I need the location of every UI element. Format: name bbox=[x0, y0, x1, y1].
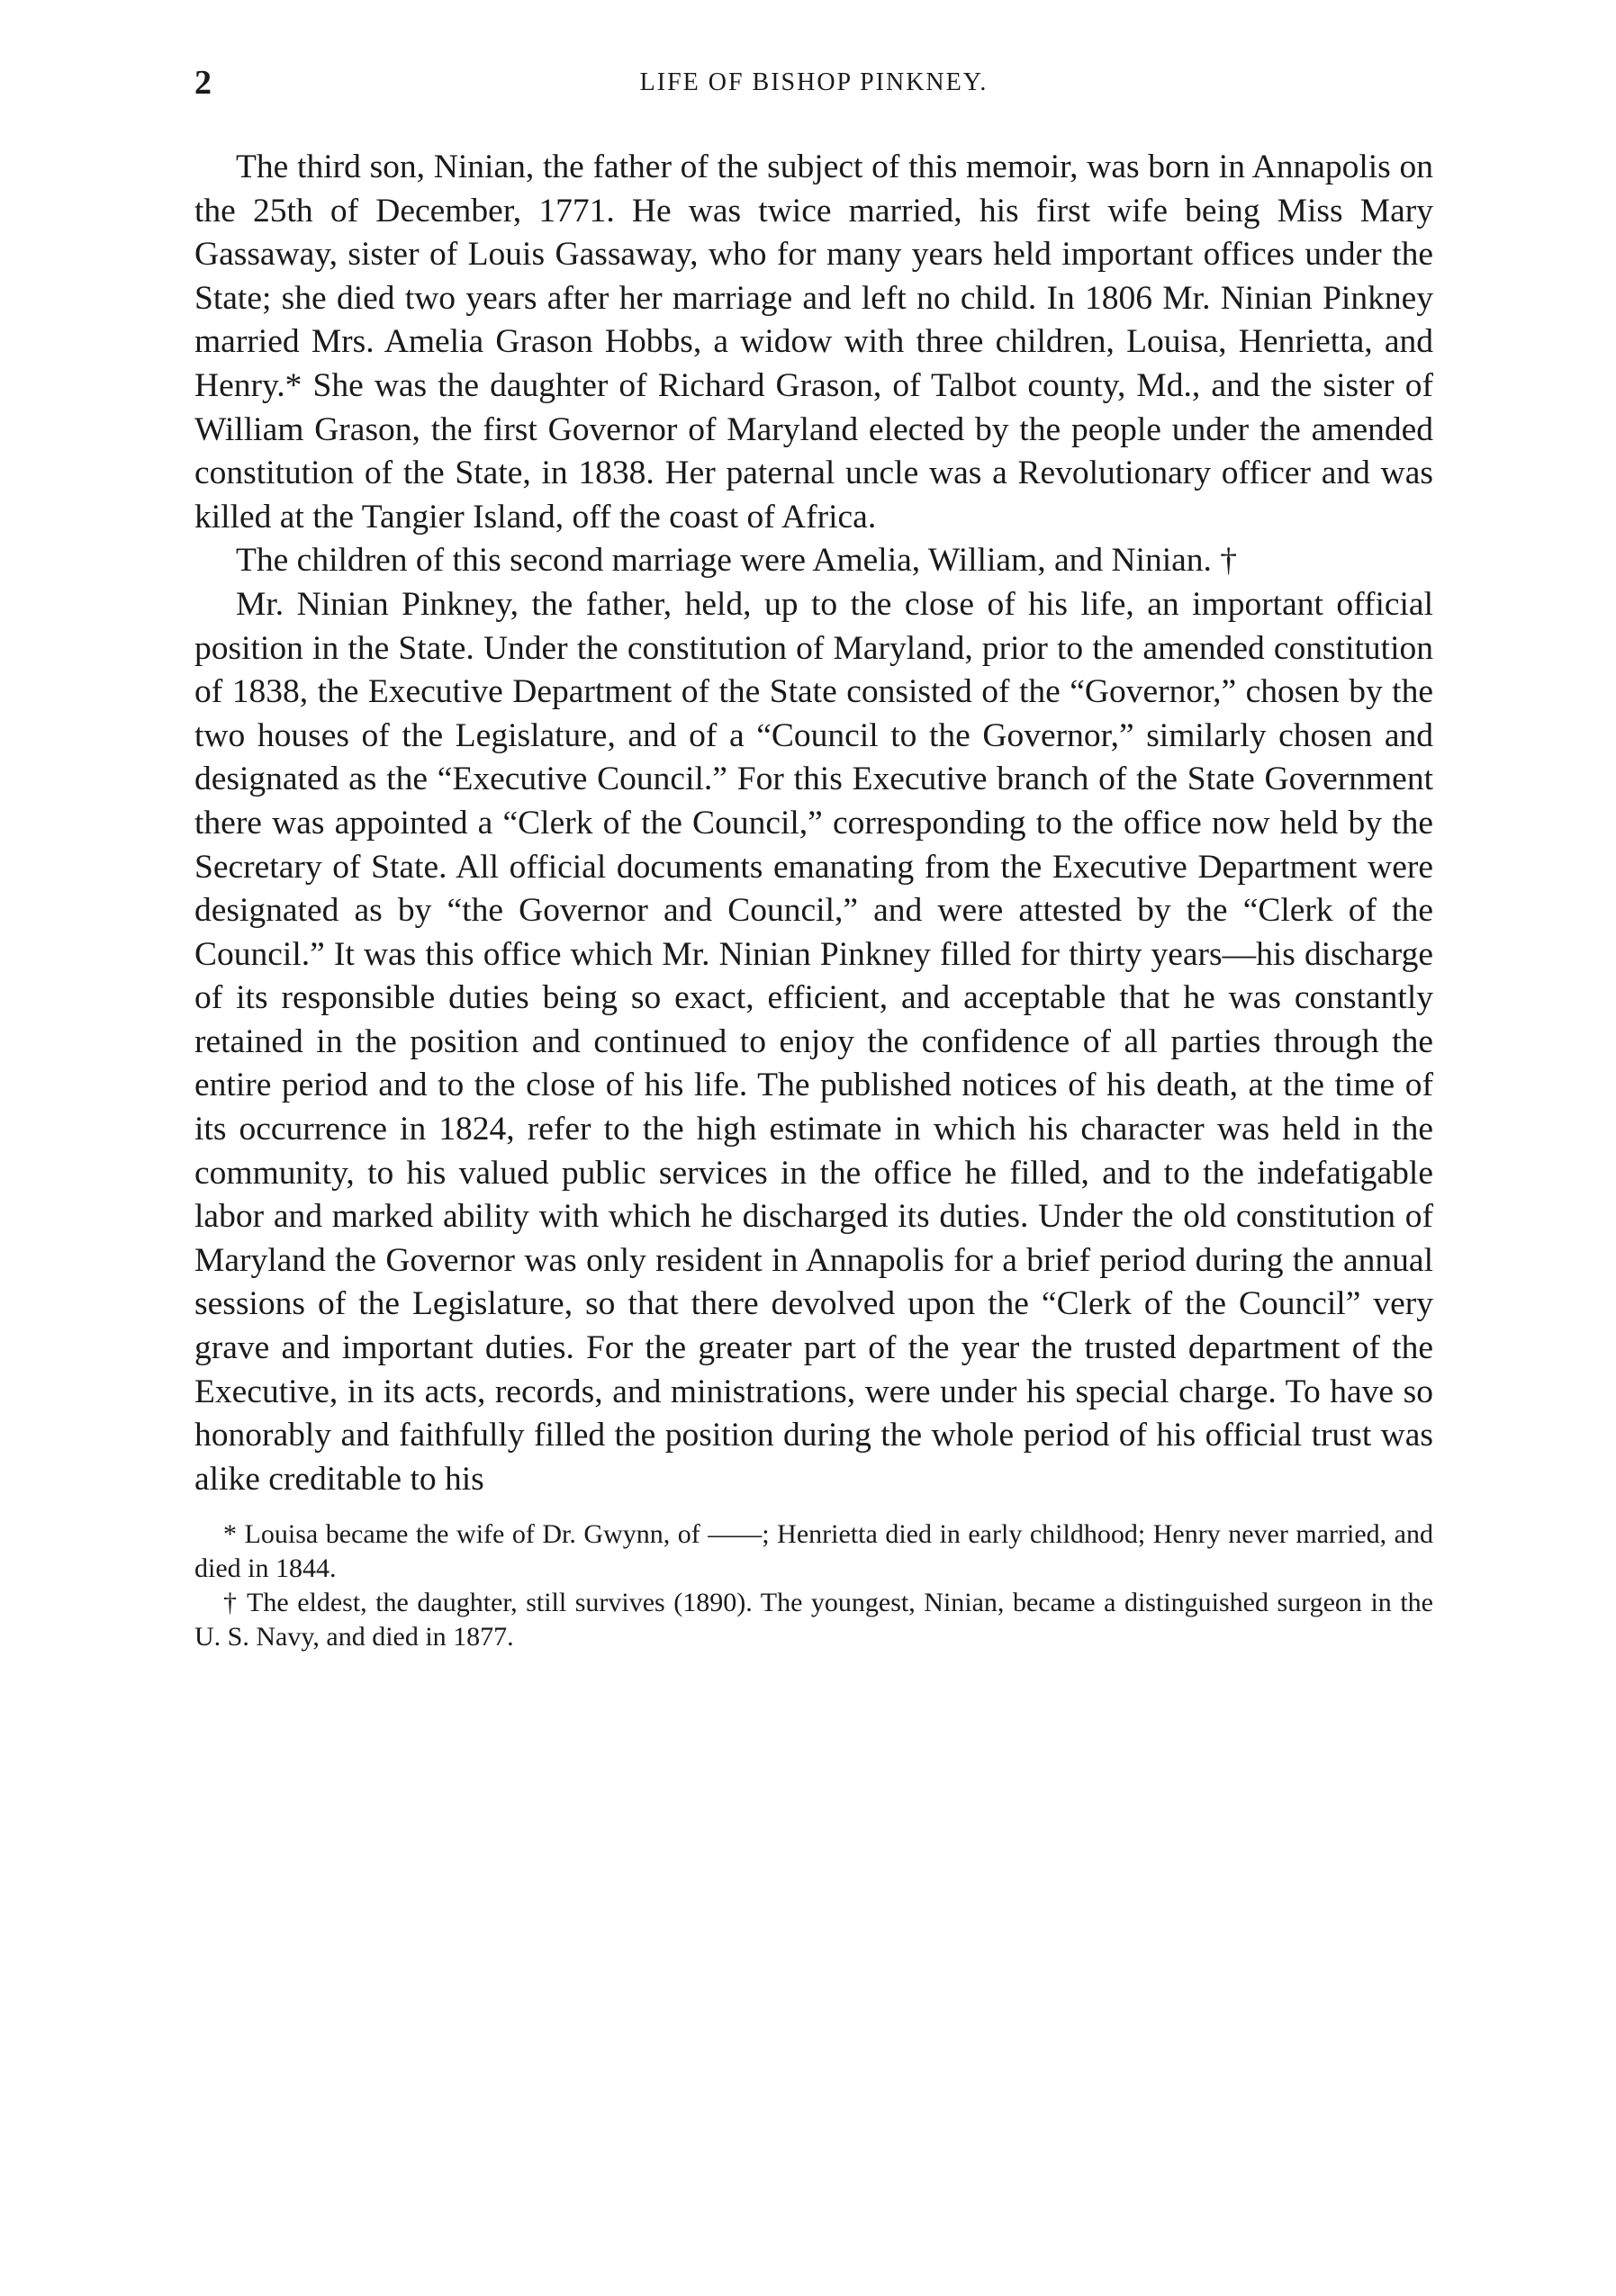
paragraph-third-son: The third son, Ninian, the father of the subject of this memoir, was born in Annapolis on the 25th of December, 1771. He was twice married, his first wife being Miss Mary Gassaway, sister of Louis Gassaway, who for many years held important offices under the State; she died two years after her marriage and left no child. In 1806 Mr. Ninian Pinkney married Mrs. Amelia Grason Hobbs, a widow with three children, Louisa, Henrietta, and Henry.* She was the daughter of Richard Grason, of Talbot county, Md., and the sister of William Grason, the first Governor of Maryland elected by the people under the amended constitution of the State, in 1838. Her paternal uncle was a Revolutionary officer and was killed at the Tangier Island, off the coast of Africa. bbox=[194, 149, 1433, 536]
page-number: 2 bbox=[194, 64, 212, 102]
footnote-asterisk: * Louisa became the wife of Dr. Gwynn, of ——; Henrietta died in early childhood; Henry never married, and died in 1844. bbox=[194, 1519, 1433, 1584]
footnote-separator bbox=[194, 1501, 1433, 1517]
running-head bbox=[194, 63, 1433, 117]
footnote-dagger: † The eldest, the daughter, still survives (1890). The youngest, Ninian, became a distinguished surgeon in the U. S. Navy, and died in 1877. bbox=[194, 1588, 1433, 1652]
book-page bbox=[194, 63, 1433, 1654]
running-title: LIFE OF BISHOP PINKNEY. bbox=[639, 68, 989, 96]
footnotes bbox=[194, 1517, 1433, 1654]
body-text bbox=[194, 146, 1433, 1501]
paragraph-clerk-of-council: Mr. Ninian Pinkney, the father, held, up to the close of his life, an important official position in the State. Under the constitution of Maryland, prior to the amended constitution of 1838, the Executive Department of the State consisted of the “Governor,” chosen by the two houses of the Legislature, and of a “Council to the Governor,” similarly chosen and designated as the “Executive Council.” For this Executive branch of the State Government there was appointed a “Clerk of the Council,” corresponding to the office now held by the Secretary of State. All official documents emanating from the Executive Department were designated as by “the Governor and Council,” and were attested by the “Clerk of the Council.” It was this office which Mr. Ninian Pinkney filled for thirty years—his discharge of its responsible duties being so exact, efficient, and acceptable that he was constantly retained in the position and continued to enjoy the confidence of all parties through the entire period and to the close of his life. The published notices of his death, at the time of its occurrence in 1824, refer to the high estimate in which his character was held in the community, to his valued public services in the office he filled, and to the indefatigable labor and marked ability with which he discharged its duties. Under the old constitution of Maryland the Governor was only resident in Annapolis for a brief period during the annual sessions of the Legislature, so that there devolved upon the “Clerk of the Council” very grave and important duties. For the greater part of the year the trusted department of the Executive, in its acts, records, and ministrations, were under his special charge. To have so honorably and faithfully filled the position during the whole period of his official trust was alike creditable to his bbox=[194, 585, 1433, 1498]
paragraph-children: The children of this second marriage were Amelia, William, and Ninian. † bbox=[236, 542, 1238, 580]
